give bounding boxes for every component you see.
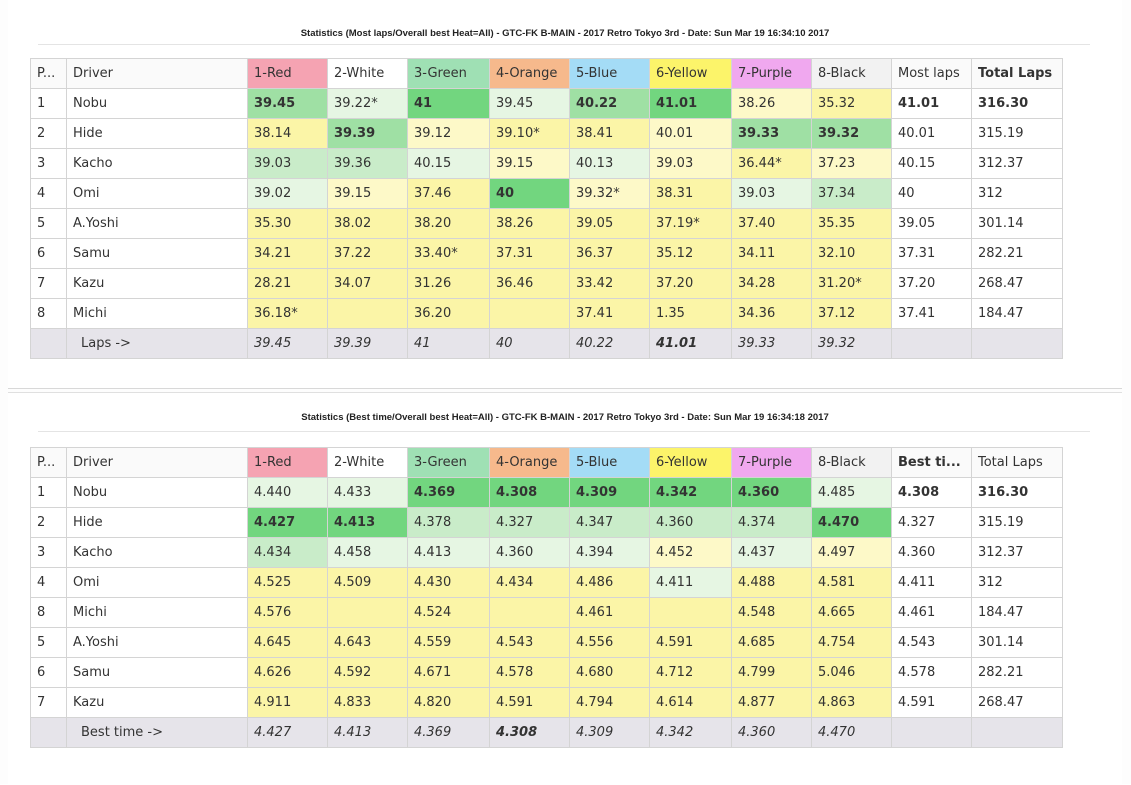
time-cell: 4.430 bbox=[408, 568, 490, 598]
footer-cell: 40.22 bbox=[570, 329, 650, 359]
time-cell: 4.360 bbox=[490, 538, 570, 568]
driver-cell: A.Yoshi bbox=[67, 628, 248, 658]
time-cell: 4.685 bbox=[732, 628, 812, 658]
lap-cell: 38.41 bbox=[570, 119, 650, 149]
header-row bbox=[31, 59, 1063, 89]
lap-cell: 36.18* bbox=[248, 299, 328, 329]
lap-cell: 40 bbox=[490, 179, 570, 209]
time-cell: 4.592 bbox=[328, 658, 408, 688]
time-cell: 4.433 bbox=[328, 478, 408, 508]
time-cell: 4.434 bbox=[248, 538, 328, 568]
lap-cell: 37.12 bbox=[812, 299, 892, 329]
total-laps-cell: 184.47 bbox=[972, 299, 1063, 329]
time-cell: 4.434 bbox=[490, 568, 570, 598]
footer-pos-cell bbox=[31, 718, 67, 748]
time-cell: 4.458 bbox=[328, 538, 408, 568]
driver-cell: Omi bbox=[67, 568, 248, 598]
total-laps-cell: 312.37 bbox=[972, 149, 1063, 179]
lap-cell: 40.01 bbox=[650, 119, 732, 149]
time-cell: 4.559 bbox=[408, 628, 490, 658]
col-total-laps-header[interactable]: Total Laps bbox=[972, 448, 1063, 478]
lap-cell: 37.23 bbox=[812, 149, 892, 179]
lap-cell bbox=[490, 299, 570, 329]
total-laps-cell: 315.19 bbox=[972, 119, 1063, 149]
header-row bbox=[31, 448, 1063, 478]
divider bbox=[38, 431, 1090, 432]
col-driver-header[interactable]: Driver bbox=[67, 448, 248, 478]
driver-cell: Hide bbox=[67, 508, 248, 538]
time-cell: 4.712 bbox=[650, 658, 732, 688]
table-row bbox=[31, 119, 1063, 149]
lap-cell: 33.42 bbox=[570, 269, 650, 299]
time-cell: 4.863 bbox=[812, 688, 892, 718]
lap-cell: 37.22 bbox=[328, 239, 408, 269]
lap-cell: 39.15 bbox=[490, 149, 570, 179]
time-cell: 4.470 bbox=[812, 508, 892, 538]
time-cell: 4.591 bbox=[490, 688, 570, 718]
footer-pos-cell bbox=[31, 329, 67, 359]
most-laps-cell: 39.05 bbox=[892, 209, 972, 239]
col-purple-header[interactable]: 7-Purple bbox=[732, 448, 812, 478]
table-row bbox=[31, 658, 1063, 688]
time-cell: 4.643 bbox=[328, 628, 408, 658]
best-time-cell: 4.591 bbox=[892, 688, 972, 718]
most-laps-cell: 40.01 bbox=[892, 119, 972, 149]
best-time-cell: 4.543 bbox=[892, 628, 972, 658]
time-cell: 4.626 bbox=[248, 658, 328, 688]
lap-cell: 34.36 bbox=[732, 299, 812, 329]
pos-cell: 6 bbox=[31, 658, 67, 688]
driver-cell: Samu bbox=[67, 239, 248, 269]
col-blue-header[interactable]: 5-Blue bbox=[570, 448, 650, 478]
footer-cell: 4.360 bbox=[732, 718, 812, 748]
lap-cell: 37.46 bbox=[408, 179, 490, 209]
total-laps-cell: 312 bbox=[972, 179, 1063, 209]
time-cell: 4.665 bbox=[812, 598, 892, 628]
time-cell: 4.497 bbox=[812, 538, 892, 568]
table-row bbox=[31, 628, 1063, 658]
footer-cell bbox=[892, 718, 972, 748]
time-cell: 4.911 bbox=[248, 688, 328, 718]
driver-cell: Kazu bbox=[67, 269, 248, 299]
footer-cell: 39.33 bbox=[732, 329, 812, 359]
most-laps-cell: 37.41 bbox=[892, 299, 972, 329]
driver-cell: Hide bbox=[67, 119, 248, 149]
driver-cell: Omi bbox=[67, 179, 248, 209]
col-driver-header[interactable]: Driver bbox=[67, 59, 248, 89]
lap-cell: 39.15 bbox=[328, 179, 408, 209]
time-cell: 4.369 bbox=[408, 478, 490, 508]
col-white-header[interactable]: 2-White bbox=[328, 59, 408, 89]
time-cell: 4.576 bbox=[248, 598, 328, 628]
lap-cell: 37.40 bbox=[732, 209, 812, 239]
footer-cell: 39.39 bbox=[328, 329, 408, 359]
pos-cell: 6 bbox=[31, 239, 67, 269]
driver-cell: A.Yoshi bbox=[67, 209, 248, 239]
time-cell: 4.820 bbox=[408, 688, 490, 718]
lap-cell: 41 bbox=[408, 89, 490, 119]
footer-cell: 4.413 bbox=[328, 718, 408, 748]
col-green-header[interactable]: 3-Green bbox=[408, 59, 490, 89]
col-best-time-header[interactable]: Best ti... bbox=[892, 448, 972, 478]
table-row bbox=[31, 478, 1063, 508]
col-total-laps-header[interactable]: Total Laps bbox=[972, 59, 1063, 89]
lap-cell bbox=[328, 299, 408, 329]
lap-cell: 39.03 bbox=[732, 179, 812, 209]
time-cell: 4.413 bbox=[408, 538, 490, 568]
time-cell: 4.485 bbox=[812, 478, 892, 508]
pos-cell: 3 bbox=[31, 149, 67, 179]
time-cell: 4.440 bbox=[248, 478, 328, 508]
lap-cell: 31.20* bbox=[812, 269, 892, 299]
pos-cell: 7 bbox=[31, 269, 67, 299]
table-row bbox=[31, 149, 1063, 179]
most-laps-cell: 37.31 bbox=[892, 239, 972, 269]
lap-cell: 39.32 bbox=[812, 119, 892, 149]
time-cell: 4.488 bbox=[732, 568, 812, 598]
time-cell: 4.671 bbox=[408, 658, 490, 688]
time-cell: 4.754 bbox=[812, 628, 892, 658]
footer-cell: 39.45 bbox=[248, 329, 328, 359]
col-red-header[interactable]: 1-Red bbox=[248, 59, 328, 89]
col-most-laps-header[interactable]: Most laps bbox=[892, 59, 972, 89]
driver-cell: Kacho bbox=[67, 149, 248, 179]
total-laps-cell: 268.47 bbox=[972, 688, 1063, 718]
lap-cell: 38.31 bbox=[650, 179, 732, 209]
col-yellow-header[interactable]: 6-Yellow bbox=[650, 448, 732, 478]
lap-cell: 34.07 bbox=[328, 269, 408, 299]
total-laps-cell: 312.37 bbox=[972, 538, 1063, 568]
best-time-cell: 4.578 bbox=[892, 658, 972, 688]
pos-cell: 2 bbox=[31, 508, 67, 538]
lap-cell: 37.41 bbox=[570, 299, 650, 329]
lap-cell: 35.12 bbox=[650, 239, 732, 269]
col-white-header[interactable]: 2-White bbox=[328, 448, 408, 478]
footer-cell: 4.427 bbox=[248, 718, 328, 748]
lap-cell: 39.05 bbox=[570, 209, 650, 239]
divider bbox=[38, 44, 1090, 45]
time-cell: 4.556 bbox=[570, 628, 650, 658]
time-cell: 4.427 bbox=[248, 508, 328, 538]
pos-cell: 2 bbox=[31, 119, 67, 149]
total-laps-cell: 282.21 bbox=[972, 239, 1063, 269]
lap-cell: 37.20 bbox=[650, 269, 732, 299]
pos-cell: 3 bbox=[31, 538, 67, 568]
lap-cell: 39.10* bbox=[490, 119, 570, 149]
lap-cell: 39.03 bbox=[650, 149, 732, 179]
table-row bbox=[31, 239, 1063, 269]
table-row bbox=[31, 568, 1063, 598]
lap-cell: 37.19* bbox=[650, 209, 732, 239]
lap-cell: 35.30 bbox=[248, 209, 328, 239]
footer-cell bbox=[972, 329, 1063, 359]
most-laps-table bbox=[30, 58, 1063, 359]
col-blue-header[interactable]: 5-Blue bbox=[570, 59, 650, 89]
col-pos-header[interactable]: P... bbox=[31, 448, 67, 478]
time-cell: 4.360 bbox=[732, 478, 812, 508]
best-time-cell: 4.360 bbox=[892, 538, 972, 568]
time-cell: 4.309 bbox=[570, 478, 650, 508]
time-cell: 4.548 bbox=[732, 598, 812, 628]
pos-cell: 1 bbox=[31, 89, 67, 119]
most-laps-cell: 41.01 bbox=[892, 89, 972, 119]
time-cell: 4.437 bbox=[732, 538, 812, 568]
time-cell: 4.413 bbox=[328, 508, 408, 538]
footer-cell: 4.369 bbox=[408, 718, 490, 748]
lap-cell: 40.15 bbox=[408, 149, 490, 179]
time-cell: 5.046 bbox=[812, 658, 892, 688]
lap-cell: 34.28 bbox=[732, 269, 812, 299]
table-row bbox=[31, 89, 1063, 119]
lap-cell: 39.12 bbox=[408, 119, 490, 149]
lap-cell: 38.20 bbox=[408, 209, 490, 239]
lap-cell: 36.44* bbox=[732, 149, 812, 179]
col-pos-header[interactable]: P... bbox=[31, 59, 67, 89]
pos-cell: 8 bbox=[31, 598, 67, 628]
footer-cell bbox=[892, 329, 972, 359]
lap-cell: 40.13 bbox=[570, 149, 650, 179]
lap-cell: 39.32* bbox=[570, 179, 650, 209]
time-cell: 4.378 bbox=[408, 508, 490, 538]
col-black-header[interactable]: 8-Black bbox=[812, 59, 892, 89]
most-laps-cell: 40.15 bbox=[892, 149, 972, 179]
lap-cell: 38.14 bbox=[248, 119, 328, 149]
lap-cell: 1.35 bbox=[650, 299, 732, 329]
pos-cell: 7 bbox=[31, 688, 67, 718]
table-row bbox=[31, 688, 1063, 718]
time-cell: 4.411 bbox=[650, 568, 732, 598]
driver-cell: Michi bbox=[67, 598, 248, 628]
pos-cell: 1 bbox=[31, 478, 67, 508]
time-cell: 4.394 bbox=[570, 538, 650, 568]
lap-cell: 37.34 bbox=[812, 179, 892, 209]
time-cell: 4.525 bbox=[248, 568, 328, 598]
table-row bbox=[31, 508, 1063, 538]
most-laps-title: Statistics (Most laps/Overall best Heat=All) - GTC-FK B-MAIN - 2017 Retro Tokyo 3rd - Date: Sun Mar 19 16:34:10 2017 bbox=[300, 28, 830, 39]
time-cell: 4.360 bbox=[650, 508, 732, 538]
lap-cell: 32.10 bbox=[812, 239, 892, 269]
time-cell: 4.578 bbox=[490, 658, 570, 688]
time-cell: 4.342 bbox=[650, 478, 732, 508]
total-laps-cell: 282.21 bbox=[972, 658, 1063, 688]
total-laps-cell: 301.14 bbox=[972, 628, 1063, 658]
time-cell: 4.374 bbox=[732, 508, 812, 538]
time-cell: 4.645 bbox=[248, 628, 328, 658]
lap-cell: 36.46 bbox=[490, 269, 570, 299]
lap-cell: 38.02 bbox=[328, 209, 408, 239]
footer-row bbox=[31, 329, 1063, 359]
time-cell: 4.543 bbox=[490, 628, 570, 658]
time-cell bbox=[328, 598, 408, 628]
time-cell: 4.347 bbox=[570, 508, 650, 538]
col-yellow-header[interactable]: 6-Yellow bbox=[650, 59, 732, 89]
most-laps-cell: 40 bbox=[892, 179, 972, 209]
total-laps-cell: 301.14 bbox=[972, 209, 1063, 239]
most-laps-cell: 37.20 bbox=[892, 269, 972, 299]
driver-cell: Nobu bbox=[67, 89, 248, 119]
driver-cell: Nobu bbox=[67, 478, 248, 508]
time-cell: 4.452 bbox=[650, 538, 732, 568]
lap-cell: 38.26 bbox=[490, 209, 570, 239]
driver-cell: Michi bbox=[67, 299, 248, 329]
time-cell: 4.509 bbox=[328, 568, 408, 598]
total-laps-cell: 268.47 bbox=[972, 269, 1063, 299]
time-cell: 4.833 bbox=[328, 688, 408, 718]
time-cell: 4.581 bbox=[812, 568, 892, 598]
time-cell: 4.591 bbox=[650, 628, 732, 658]
pos-cell: 4 bbox=[31, 568, 67, 598]
lap-cell: 33.40* bbox=[408, 239, 490, 269]
best-time-cell: 4.308 bbox=[892, 478, 972, 508]
lap-cell: 39.39 bbox=[328, 119, 408, 149]
footer-label: Laps -> bbox=[67, 329, 248, 359]
table-row bbox=[31, 538, 1063, 568]
lap-cell: 36.37 bbox=[570, 239, 650, 269]
lap-cell: 41.01 bbox=[650, 89, 732, 119]
driver-cell: Kazu bbox=[67, 688, 248, 718]
lap-cell: 35.32 bbox=[812, 89, 892, 119]
time-cell: 4.794 bbox=[570, 688, 650, 718]
table-row bbox=[31, 269, 1063, 299]
time-cell: 4.799 bbox=[732, 658, 812, 688]
best-time-title: Statistics (Best time/Overall best Heat=All) - GTC-FK B-MAIN - 2017 Retro Tokyo 3rd - Date: Sun Mar 19 16:34:18 2017 bbox=[301, 412, 829, 423]
footer-cell: 4.470 bbox=[812, 718, 892, 748]
lap-cell: 34.11 bbox=[732, 239, 812, 269]
lap-cell: 39.36 bbox=[328, 149, 408, 179]
lap-cell: 36.20 bbox=[408, 299, 490, 329]
lap-cell: 40.22 bbox=[570, 89, 650, 119]
total-laps-cell: 316.30 bbox=[972, 89, 1063, 119]
total-laps-cell: 315.19 bbox=[972, 508, 1063, 538]
footer-cell: 40 bbox=[490, 329, 570, 359]
pos-cell: 8 bbox=[31, 299, 67, 329]
footer-cell: 4.308 bbox=[490, 718, 570, 748]
time-cell: 4.461 bbox=[570, 598, 650, 628]
col-black-header[interactable]: 8-Black bbox=[812, 448, 892, 478]
lap-cell: 39.45 bbox=[248, 89, 328, 119]
time-cell: 4.680 bbox=[570, 658, 650, 688]
lap-cell: 28.21 bbox=[248, 269, 328, 299]
col-orange-header[interactable]: 4-Orange bbox=[490, 448, 570, 478]
lap-cell: 39.22* bbox=[328, 89, 408, 119]
best-time-cell: 4.411 bbox=[892, 568, 972, 598]
lap-cell: 38.26 bbox=[732, 89, 812, 119]
col-orange-header[interactable]: 4-Orange bbox=[490, 59, 570, 89]
best-time-cell: 4.327 bbox=[892, 508, 972, 538]
footer-cell: 4.342 bbox=[650, 718, 732, 748]
footer-cell: 4.309 bbox=[570, 718, 650, 748]
time-cell: 4.524 bbox=[408, 598, 490, 628]
time-cell bbox=[650, 598, 732, 628]
footer-cell bbox=[972, 718, 1063, 748]
time-cell: 4.614 bbox=[650, 688, 732, 718]
total-laps-cell: 312 bbox=[972, 568, 1063, 598]
table-row bbox=[31, 598, 1063, 628]
lap-cell: 39.03 bbox=[248, 149, 328, 179]
table-row bbox=[31, 209, 1063, 239]
col-purple-header[interactable]: 7-Purple bbox=[732, 59, 812, 89]
col-green-header[interactable]: 3-Green bbox=[408, 448, 490, 478]
pos-cell: 5 bbox=[31, 628, 67, 658]
col-red-header[interactable]: 1-Red bbox=[248, 448, 328, 478]
lap-cell: 39.33 bbox=[732, 119, 812, 149]
time-cell: 4.486 bbox=[570, 568, 650, 598]
best-time-cell: 4.461 bbox=[892, 598, 972, 628]
footer-cell: 41 bbox=[408, 329, 490, 359]
lap-cell: 35.35 bbox=[812, 209, 892, 239]
footer-label: Best time -> bbox=[67, 718, 248, 748]
time-cell: 4.308 bbox=[490, 478, 570, 508]
table-row bbox=[31, 179, 1063, 209]
time-cell: 4.327 bbox=[490, 508, 570, 538]
footer-cell: 41.01 bbox=[650, 329, 732, 359]
time-cell: 4.877 bbox=[732, 688, 812, 718]
lap-cell: 39.45 bbox=[490, 89, 570, 119]
total-laps-cell: 184.47 bbox=[972, 598, 1063, 628]
total-laps-cell: 316.30 bbox=[972, 478, 1063, 508]
table-row bbox=[31, 299, 1063, 329]
best-time-table bbox=[30, 447, 1063, 748]
lap-cell: 31.26 bbox=[408, 269, 490, 299]
footer-cell: 39.32 bbox=[812, 329, 892, 359]
lap-cell: 37.31 bbox=[490, 239, 570, 269]
driver-cell: Samu bbox=[67, 658, 248, 688]
pos-cell: 4 bbox=[31, 179, 67, 209]
pos-cell: 5 bbox=[31, 209, 67, 239]
lap-cell: 39.02 bbox=[248, 179, 328, 209]
lap-cell: 34.21 bbox=[248, 239, 328, 269]
time-cell bbox=[490, 598, 570, 628]
driver-cell: Kacho bbox=[67, 538, 248, 568]
footer-row bbox=[31, 718, 1063, 748]
